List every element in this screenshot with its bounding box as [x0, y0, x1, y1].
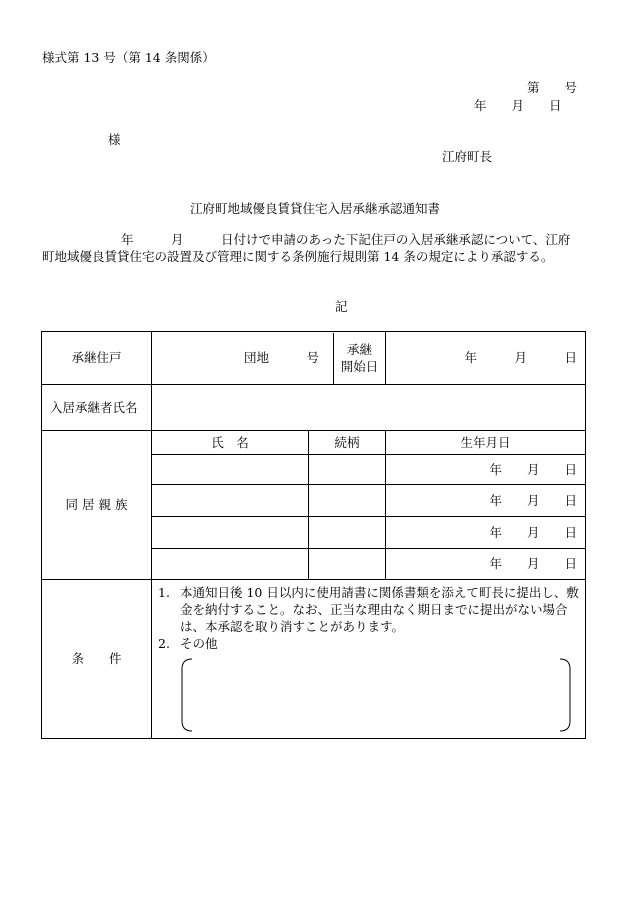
family-name-cell[interactable]: [152, 485, 309, 517]
successor-name-field[interactable]: [152, 385, 586, 431]
family-relation-cell[interactable]: [309, 455, 386, 485]
form-label: 様式第 13 号（第 14 条関係）: [42, 50, 215, 65]
issuer-name: 江府町長: [442, 149, 493, 164]
row-successor: [42, 385, 586, 431]
start-date-label: 承継 開始日: [340, 342, 379, 374]
addressee-suffix: 様: [108, 132, 121, 147]
family-birth-cell: 年 月 日: [386, 485, 586, 517]
family-birth-cell: 年 月 日: [386, 517, 586, 549]
document-date: 年 月 日: [474, 98, 562, 113]
family-relation-cell[interactable]: [309, 517, 386, 549]
ki-heading: 記: [335, 299, 348, 314]
condition-item-2: 2. その他: [158, 636, 218, 651]
family-birth-cell: 年 月 日: [386, 455, 586, 485]
body-text-line-2: 町地域優良賃貸住宅の設置及び管理に関する条例施行規則第 14 条の規定により承認する。: [42, 249, 554, 264]
unit-label: 承継住戸: [42, 332, 152, 385]
family-name-cell[interactable]: [152, 549, 309, 580]
successor-name-label: 入居承継者氏名: [42, 385, 152, 431]
family-name-cell[interactable]: [152, 517, 309, 549]
body-text-line-1: 年 月 日付けで申請のあった下記住戸の入居承継承認について、江府: [121, 232, 571, 247]
document-number: 第 号: [527, 80, 578, 95]
family-relation-cell[interactable]: [309, 485, 386, 517]
family-header-row: [42, 431, 586, 455]
family-birth-cell: 年 月 日: [386, 549, 586, 580]
conditions-content: [152, 580, 586, 739]
row-unit: [42, 332, 586, 385]
family-col-name: 氏 名: [152, 431, 309, 455]
other-conditions-box[interactable]: [180, 658, 575, 732]
family-col-relation: 続柄: [309, 431, 386, 455]
unit-value: 団地 号: [152, 333, 334, 384]
condition-item-1: 1. 本通知日後 10 日以内に使用請書に関係書類を添えて町長に提出し、敷金を納付すること。なお、正当な理由なく期日までに提出がない場合は、本承認を取り消すことがあります。: [158, 585, 579, 634]
family-relation-cell[interactable]: [309, 549, 386, 580]
approval-table: [41, 331, 586, 739]
conditions-label: 条 件: [42, 580, 152, 739]
bracket-icon: [180, 658, 572, 732]
start-date-value: 年 月 日: [386, 332, 586, 385]
conditions-row: [42, 580, 586, 739]
document-title: 江府町地域優良賃貸住宅入居承継承認通知書: [189, 201, 440, 216]
family-col-birth: 生年月日: [386, 431, 586, 455]
family-label: 同 居 親 族: [42, 431, 152, 580]
family-name-cell[interactable]: [152, 455, 309, 485]
